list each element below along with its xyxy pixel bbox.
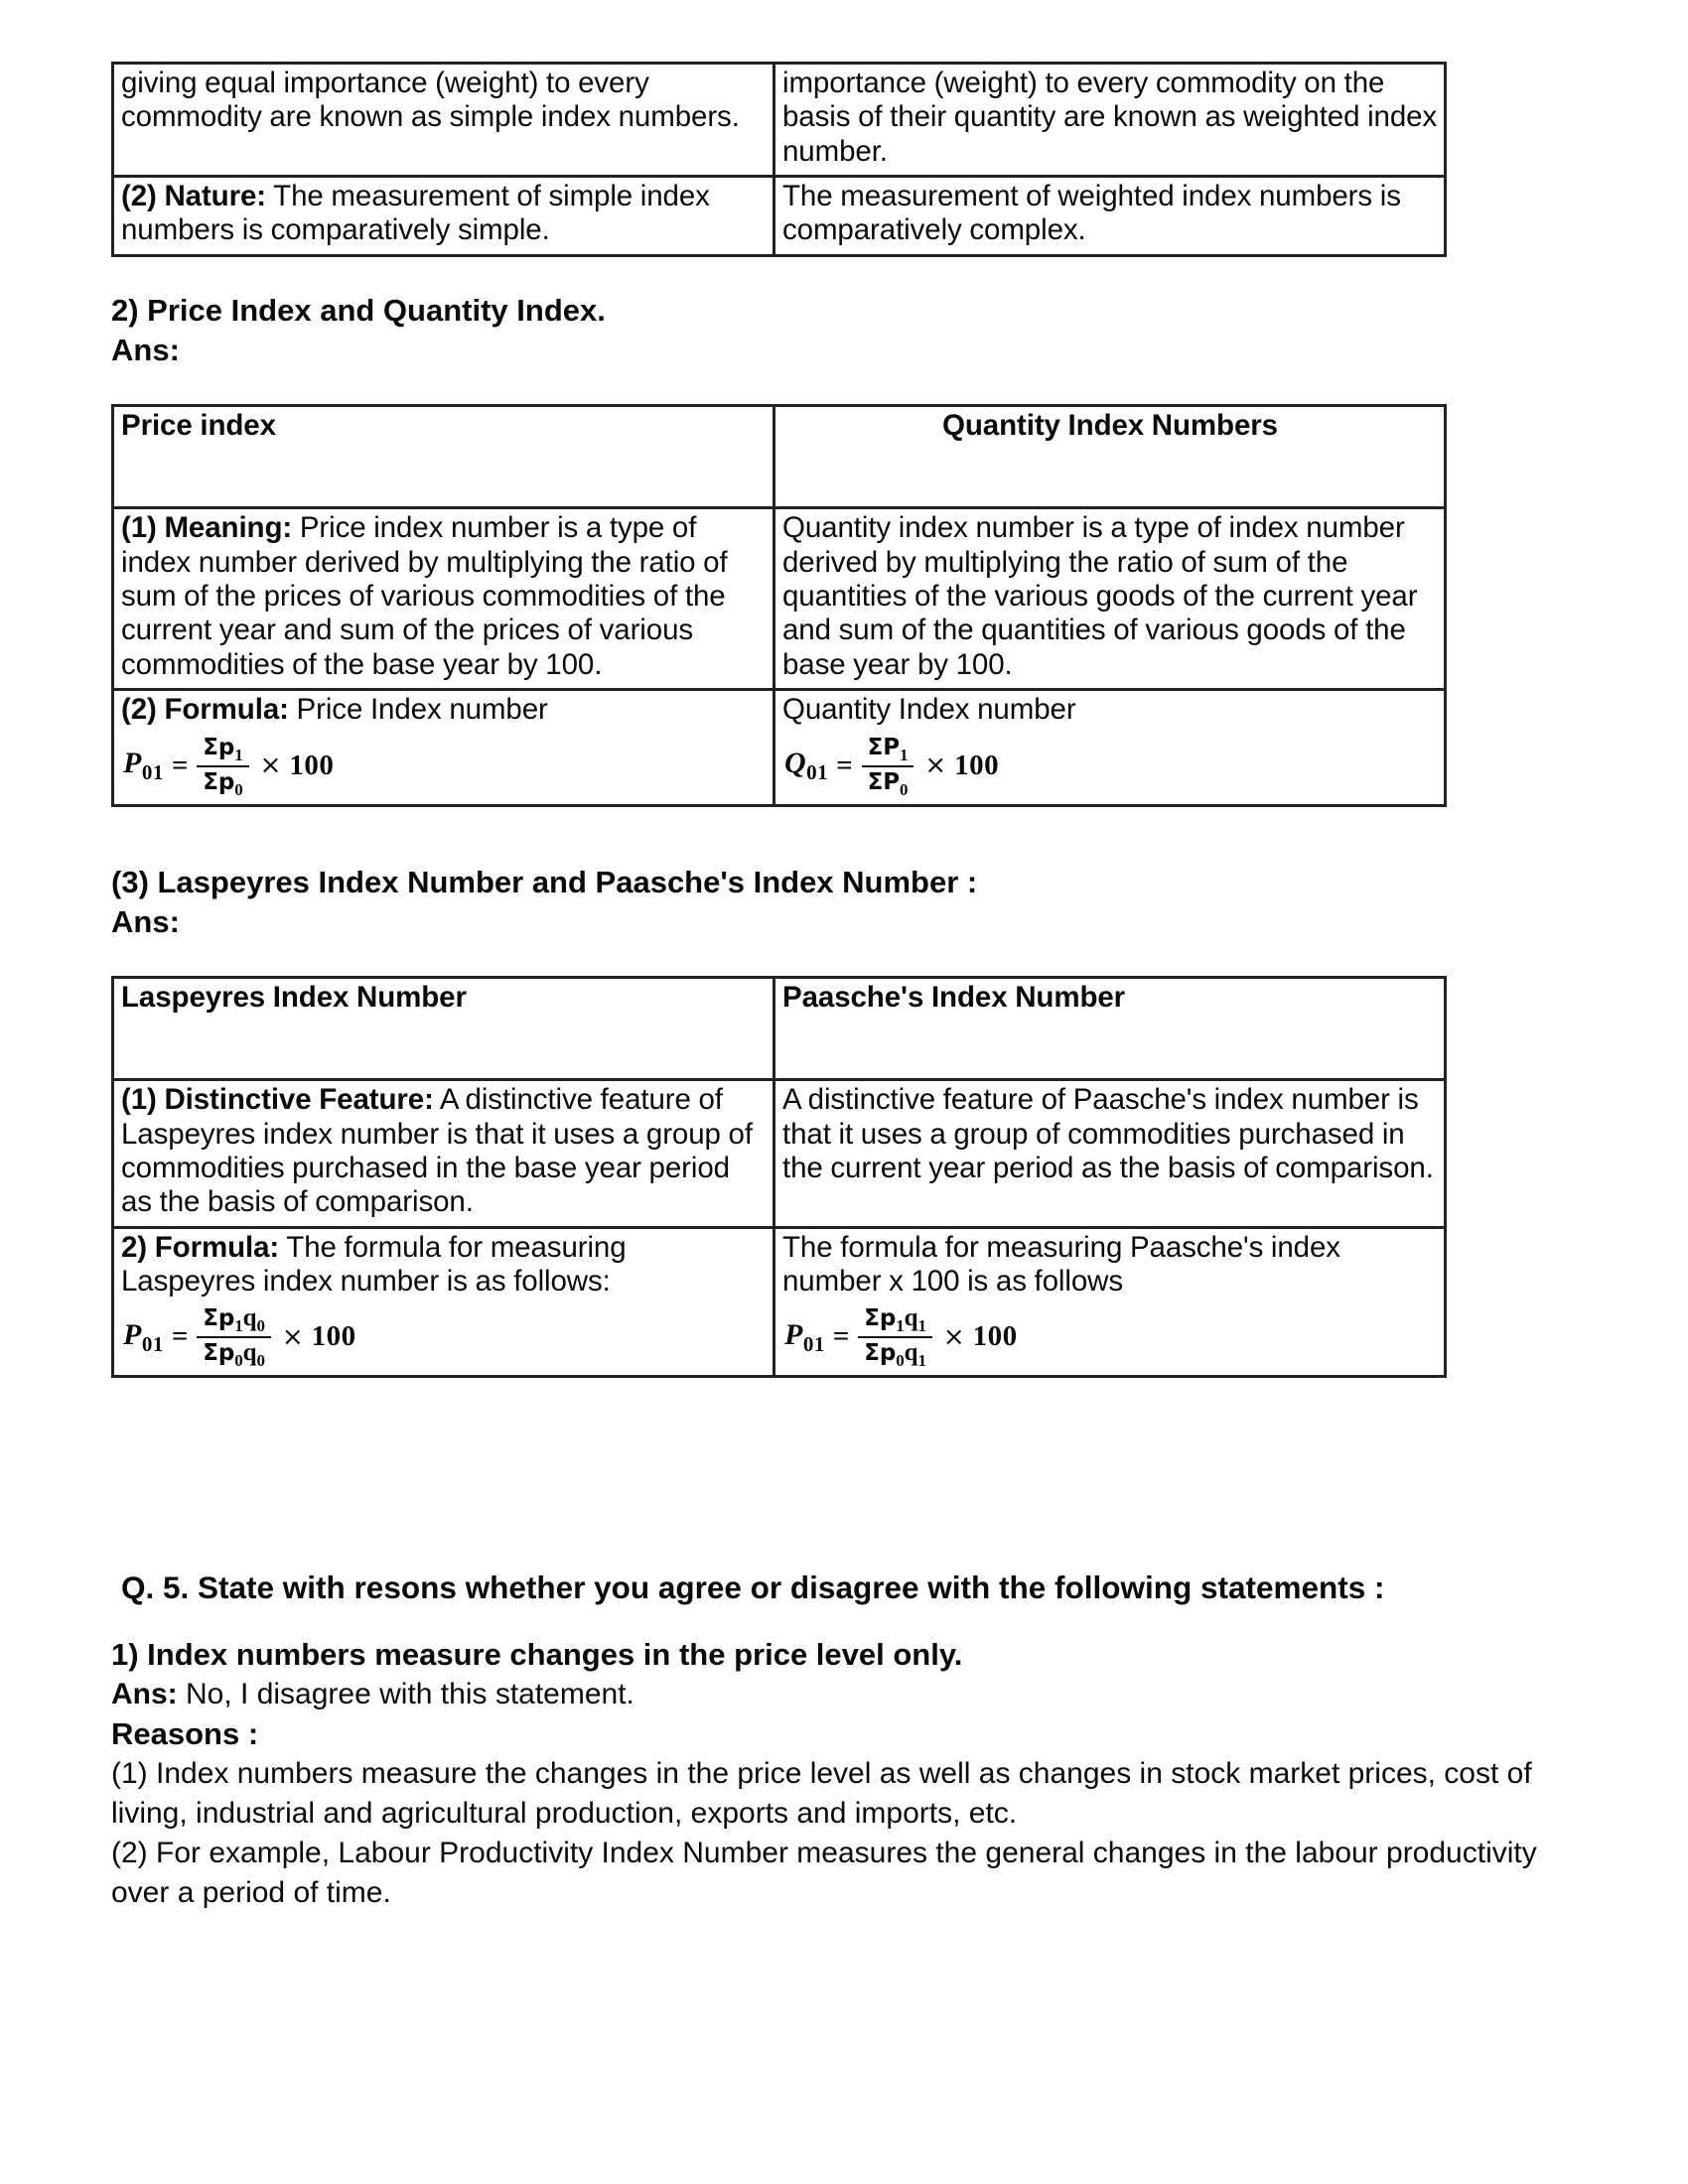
formula-laspeyres [123,1305,767,1369]
formula-denominator: $\Sigma p_0$ [197,765,248,798]
spacer [111,257,1593,291]
formula-numerator: $\Sigma p_1$ [203,734,243,764]
ans-label-section-3: Ans: [111,903,180,939]
text-nature-simple: The measurement of simple index numbers is comparatively simple. [121,180,710,247]
reason-2: (2) For example, Labour Productivity Index Number measures the general changes in the labour productivity over a period of time. [111,1837,1537,1909]
formula-fraction [862,735,914,798]
reasons-label: Reasons : [111,1716,259,1751]
table-laspeyres-vs-paasche [111,976,1447,1378]
header-quantity-index-numbers: Quantity Index Numbers [774,406,1446,508]
table-row [113,508,1446,690]
cell-formula-quantity [774,690,1446,805]
ans-text: No, I disagree with this statement. [177,1678,634,1711]
formula-equals: = [836,749,853,781]
formula-times: × [924,751,947,781]
formula-denominator: $\Sigma p_0q_0$ [197,1336,271,1369]
cell-formula-paasche [774,1227,1446,1377]
formula-numerator: $\Sigma p_1q_0$ [203,1304,265,1336]
formula-times: × [281,1322,304,1353]
text-formula-quantity: Quantity Index number [782,693,1076,727]
formula-equals: = [171,749,189,781]
label-distinctive-feature: (1) Distinctive Feature: [121,1083,434,1117]
spacer [111,1378,1593,1567]
cell-formula-price [113,690,774,805]
formula-factor: 100 [311,1320,356,1353]
formula-equals: = [832,1320,850,1353]
formula-lhs: $P_{01}$ [123,1318,164,1357]
cell-formula-laspeyres [113,1227,774,1377]
cell-feature-laspeyres [113,1080,774,1227]
cell-weighted-continued: importance (weight) to every commodity on the basis of their quantity are known as weighted index number. [774,64,1446,177]
heading-section-2: 2) Price Index and Quantity Index. [111,292,606,328]
formula-paasche [784,1305,1438,1369]
label-meaning: (1) Meaning: [121,511,293,545]
formula-equals: = [171,1320,189,1353]
heading-question-5: Q. 5. State with resons whether you agree or disagree with the following statements : [121,1570,1385,1606]
formula-denominator: $\Sigma p_0q_1$ [858,1336,932,1369]
spacer [111,370,1593,404]
cell-feature-paasche: A distinctive feature of Paasche's index number is that it uses a group of commodities purchased in the current year period as the basis of comparison. [774,1080,1446,1227]
label-formula: (2) Formula: [121,693,289,727]
label-formula: 2) Formula: [121,1230,280,1264]
formula-times: × [942,1322,965,1353]
formula-factor: 100 [289,749,335,781]
ans-label: Ans: [111,1678,178,1711]
text-formula-paasche: The formula for measuring Paasche's index number x 100 is as follows [782,1230,1340,1297]
table-row [113,1227,1446,1377]
text-formula-price: Price Index number [288,693,548,727]
header-paasche-index-number: Paasche's Index Number [774,978,1446,1080]
formula-denominator: $\Sigma P_0$ [862,765,914,798]
table-row [113,1080,1446,1227]
cell-nature-simple [113,177,774,256]
formula-lhs: $Q_{01}$ [784,747,829,785]
formula-numerator: $\Sigma P_1$ [867,734,909,764]
formula-lhs: $P_{01}$ [784,1318,825,1357]
formula-factor: 100 [954,749,1000,781]
formula-price-index [123,735,767,798]
formula-numerator: $\Sigma p_1q_1$ [864,1304,926,1336]
table-header-row [113,406,1446,508]
formula-quantity-index [784,735,1438,798]
ans-label-section-2: Ans: [111,333,180,368]
cell-simple-continued: giving equal importance (weight) to every commodity are known as simple index numbers. [113,64,774,177]
answer-line [111,1675,1593,1714]
table-row [113,64,1446,177]
text-meaning-price: Price index number is a type of index number derived by multiplying the ratio of sum of the prices of various commodities of the current year and sum of the prices of various commodities of the base year by 100. [121,511,728,681]
text-formula-laspeyres: The formula for measuring Laspeyres index number is as follows: [121,1230,627,1297]
table-row [113,690,1446,805]
spacer [111,1609,1593,1635]
formula-fraction [858,1305,932,1369]
reason-1: (1) Index numbers measure the changes in the price level as well as changes in stock market prices, cost of living, industrial and agricultural production, exports and imports, etc. [111,1757,1532,1831]
table-row [113,177,1446,256]
formula-fraction [197,735,248,798]
spacer [111,942,1593,976]
cell-nature-weighted: The measurement of weighted index numbers is comparatively complex. [774,177,1446,256]
header-laspeyres-index-number: Laspeyres Index Number [113,978,774,1080]
header-price-index: Price index [113,406,774,508]
label-nature: (2) Nature: [121,180,267,213]
formula-lhs: $P_{01}$ [123,747,164,785]
table-header-row [113,978,1446,1080]
formula-times: × [259,751,282,781]
cell-meaning-quantity: Quantity index number is a type of index number derived by multiplying the ratio of sum of the quantities of the various goods of the current year and sum of the quantities of various goods of the base year by 100. [774,508,1446,690]
table-simple-vs-weighted [111,62,1447,257]
table-price-vs-quantity-index [111,404,1447,806]
text-feature-laspeyres: A distinctive feature of Laspeyres index number is that it uses a group of commodities purchased in the base year period as the basis of comparison. [121,1083,753,1219]
heading-section-3: (3) Laspeyres Index Number and Paasche's Index Number : [111,864,978,899]
statement-1: 1) Index numbers measure changes in the price level only. [111,1636,963,1672]
spacer [111,807,1593,863]
formula-fraction [197,1305,271,1369]
formula-factor: 100 [972,1320,1018,1353]
cell-meaning-price [113,508,774,690]
